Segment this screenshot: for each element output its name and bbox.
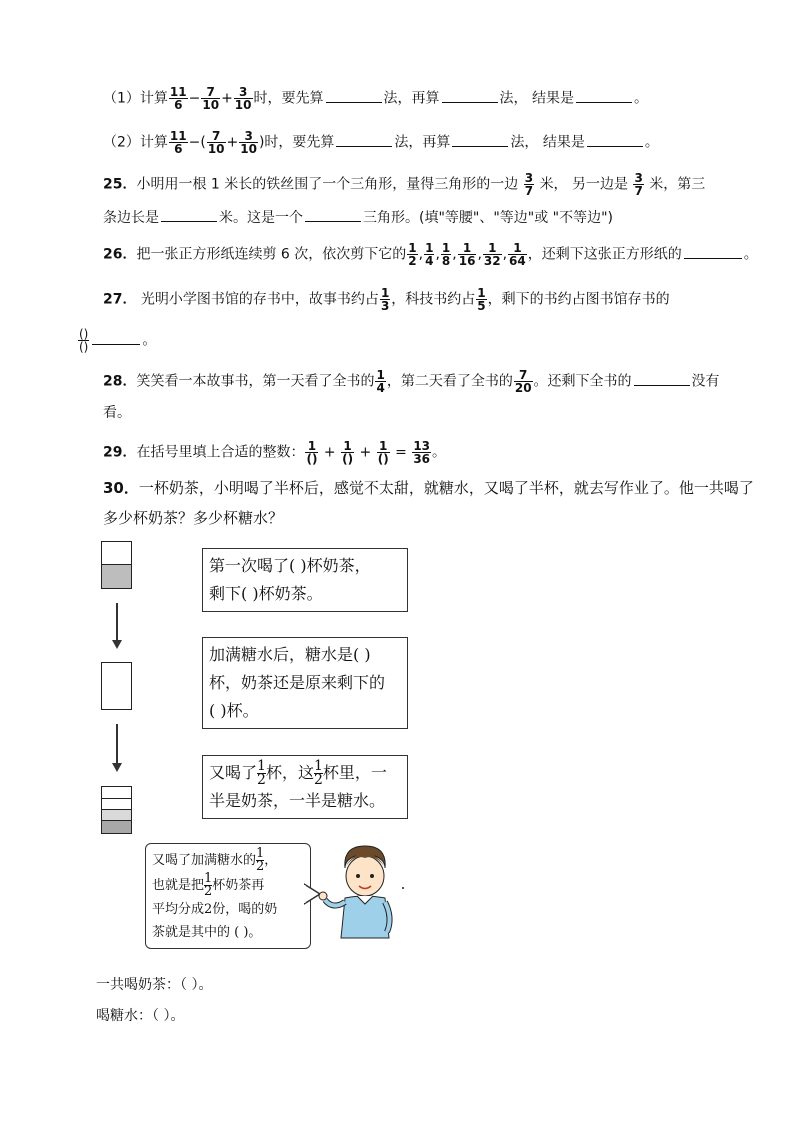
answer-blank[interactable] bbox=[336, 132, 392, 147]
fraction: $\frac{1}{2}$ bbox=[313, 758, 323, 788]
q28-line2: 看。 bbox=[103, 405, 131, 421]
answer-blank[interactable]: () bbox=[377, 452, 389, 466]
fraction: $\frac{1}{()}$ bbox=[377, 439, 389, 466]
fraction: $\frac{11}{6}$ bbox=[169, 129, 187, 156]
step3-box: 又喝了 $\frac{1}{2}$ 杯，这 $\frac{1}{2}$ 杯里，一 半是奶茶，一半是糖水。 bbox=[202, 755, 408, 819]
answer-blank[interactable] bbox=[92, 336, 140, 345]
answer-blank[interactable]: () bbox=[306, 452, 318, 466]
q30-line2: 多少杯奶茶？多少杯糖水？ bbox=[103, 509, 284, 527]
q25-line1: 25．小明用一根 1 米长的铁丝围了一个三角形，量得三角形的一边 $\frac{3}{7}$ 米， 另一边是 $\frac{3}{7}$ 米，第三 bbox=[103, 171, 706, 198]
answer-blank[interactable] bbox=[305, 207, 361, 222]
arrow-down-icon bbox=[116, 724, 118, 764]
answer-blank[interactable]: () bbox=[342, 452, 354, 466]
cup-empty-icon bbox=[101, 662, 132, 710]
cup-half-full-icon bbox=[101, 541, 132, 589]
q29: 29．在括号里填上合适的整数： $\frac{1}{()}$ + $\frac{1}{()}$ + $\frac{1}{()}$ = $\frac{13}{36}$ 。 bbox=[103, 439, 447, 466]
answer-blank[interactable] bbox=[161, 207, 217, 222]
fraction: $\frac{1}{()}$ bbox=[306, 439, 318, 466]
q24-part1: （1）计算 $\frac{11}{6}$ − $\frac{7}{10}$ + $\frac{3}{10}$ 时，要先算 法，再算 法， 结果是 。 bbox=[103, 85, 648, 112]
fraction: $\frac{1}{4}$ bbox=[425, 241, 434, 268]
answer-blank[interactable] bbox=[684, 244, 742, 259]
speech-bubble: 又喝了加满糖水的 $\frac{1}{2}$ ， 也就是把 $\frac{1}{2}$ 杯奶茶再 平均分成2份，喝的奶 茶就是其中的 ( )。 bbox=[145, 843, 311, 949]
arrow-down-icon bbox=[116, 603, 118, 641]
fraction: $\frac{1}{64}$ bbox=[509, 241, 526, 268]
step2-box: 加满糖水后，糖水是( ) 杯，奶茶还是原来剩下的 ( )杯。 bbox=[202, 637, 408, 729]
fraction: $\frac{1}{2}$ bbox=[204, 871, 213, 899]
fraction: $\frac{13}{36}$ bbox=[413, 439, 431, 466]
fraction: $\frac{1}{3}$ bbox=[380, 286, 390, 313]
fraction: $\frac{7}{20}$ bbox=[514, 368, 532, 395]
q26: 26．把一张正方形纸连续剪 6 次，依次剪下它的 $\frac{1}{2}$ , $\frac{1}{4}$ , $\frac{1}{8}$ , $\frac{1}{16}$ , $\frac{1}{32}$ , $\frac{1}{64}$ ，还剩下这张正方形纸的 。 bbox=[103, 241, 758, 268]
answer-blank[interactable] bbox=[576, 88, 632, 103]
answer-blank[interactable] bbox=[452, 132, 508, 147]
fraction: $\frac{1}{5}$ bbox=[477, 286, 486, 313]
q28-line1: 28．笑笑看一本故事书，第一天看了全书的 $\frac{1}{4}$ ，第二天看了全书的 $\frac{7}{20}$ 。还剩下全书的 没有 bbox=[103, 368, 720, 395]
answer-blank[interactable] bbox=[634, 371, 690, 386]
arrow-head-icon bbox=[112, 763, 122, 772]
fraction: $\frac{3}{10}$ bbox=[234, 85, 252, 112]
fraction: $\frac{11}{6}$ bbox=[169, 85, 187, 112]
q30-line1: 30．一杯奶茶，小明喝了半杯后，感觉不太甜，就糖水，又喝了半杯，就去写作业了。他一共喝了 bbox=[103, 479, 754, 497]
q24-part2: （2）计算 $\frac{11}{6}$ −( $\frac{7}{10}$ + $\frac{3}{10}$ )时，要先算 法，再算 法， 结果是 。 bbox=[103, 129, 659, 156]
answer-milk[interactable]: 一共喝奶茶：（ ）。 bbox=[96, 977, 213, 993]
boy-illustration-icon bbox=[315, 838, 415, 948]
fraction: $\frac{3}{7}$ bbox=[524, 171, 534, 198]
cup-layered-icon bbox=[101, 786, 132, 834]
fraction: $\frac{7}{10}$ bbox=[207, 129, 225, 156]
fraction: $\frac{1}{2}$ bbox=[256, 846, 265, 874]
answer-blank[interactable] bbox=[587, 132, 643, 147]
q27: 27． 光明小学图书馆的存书中，故事书约占 $\frac{1}{3}$ ，科技书约占 $\frac{1}{5}$ ，剩下的书约占图书馆存书的 bbox=[103, 286, 670, 313]
answer-blank[interactable] bbox=[326, 88, 382, 103]
answer-sugar[interactable]: 喝糖水：（ ）。 bbox=[96, 1008, 185, 1024]
fraction: $\frac{1}{2}$ bbox=[408, 241, 417, 268]
fraction: $\frac{1}{2}$ bbox=[257, 758, 266, 788]
q27-answer: $\frac{()}{()}$ 。 bbox=[79, 327, 157, 354]
fraction: $\frac{1}{()}$ bbox=[342, 439, 354, 466]
fraction: $\frac{()}{()}$ bbox=[79, 327, 89, 354]
fraction: $\frac{1}{4}$ bbox=[376, 368, 385, 395]
fraction: $\frac{1}{32}$ bbox=[483, 241, 501, 268]
step1-box: 第一次喝了( )杯奶茶， 剩下( )杯奶茶。 bbox=[202, 548, 408, 612]
fraction: $\frac{1}{16}$ bbox=[458, 241, 476, 268]
answer-blank[interactable] bbox=[442, 88, 498, 103]
fraction: $\frac{7}{10}$ bbox=[202, 85, 220, 112]
fraction: $\frac{3}{7}$ bbox=[634, 171, 643, 198]
fraction: $\frac{3}{10}$ bbox=[240, 129, 257, 156]
q25-line2: 条边长是 米。这是一个 三角形。(填"等腰"、"等边"或 "不等边") bbox=[103, 207, 613, 228]
fraction: $\frac{1}{8}$ bbox=[441, 241, 451, 268]
arrow-head-icon bbox=[112, 640, 122, 649]
